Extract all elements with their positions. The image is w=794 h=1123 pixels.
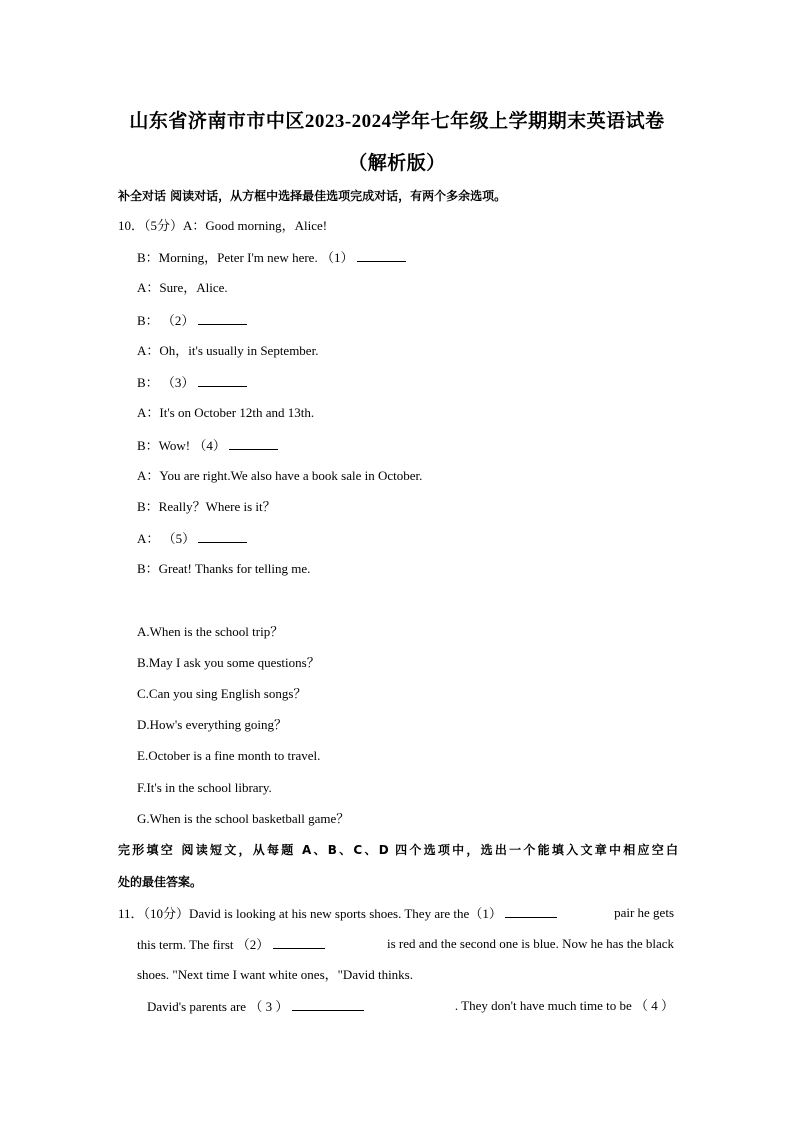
dialogue-text: Sure，Alice. — [159, 280, 228, 295]
dialogue-line-1 — [137, 248, 406, 267]
speaker: A： — [137, 343, 160, 358]
dialogue-text: Great! Thanks for telling me. — [158, 561, 311, 576]
question-11-line-2 — [137, 935, 674, 954]
option-b: B.May I ask you some questions？ — [137, 655, 320, 670]
cloze-blank-2[interactable] — [273, 935, 325, 949]
speaker: B： — [137, 561, 159, 576]
answer-blank-3[interactable] — [198, 373, 247, 387]
speaker: B： — [137, 375, 159, 390]
dialogue-line-4 — [137, 342, 318, 360]
dialogue-text: You are right.We also have a book sale in October. — [159, 468, 423, 483]
option-c: C.Can you sing English songs？ — [137, 686, 307, 701]
cloze-text: is red and the second one is blue. Now he has the black — [386, 936, 674, 951]
question-10-head: 10．（5分）A：Good morning，Alice! — [118, 218, 328, 233]
dialogue-text: （3） — [158, 375, 195, 390]
dialogue-line-2 — [137, 279, 228, 297]
option-d: D.How's everything going？ — [137, 717, 288, 732]
exam-title: 山东省济南市市中区2023-2024学年七年级上学期期末英语试卷 — [129, 111, 665, 132]
exam-subtitle: （解析版） — [348, 153, 446, 174]
dialogue-text: （5） — [159, 531, 196, 546]
dialogue-line-5 — [137, 373, 247, 392]
speaker: B： — [137, 438, 159, 453]
option-f: F.It's in the school library. — [137, 780, 272, 795]
cloze-text: . They don't have much time to be （ 4 ） — [454, 998, 674, 1013]
dialogue-text: Morning，Peter I'm new here. （1） — [158, 250, 354, 265]
question-11-line-1 — [118, 904, 674, 923]
speaker: A： — [137, 405, 160, 420]
dialogue-text: Wow! （4） — [158, 438, 226, 453]
dialogue-text: （2） — [158, 313, 195, 328]
option-a: A.When is the school trip？ — [137, 624, 284, 639]
dialogue-text: Oh，it's usually in September. — [159, 343, 319, 358]
speaker: A： — [137, 468, 160, 483]
cloze-blank-1[interactable] — [505, 904, 557, 918]
dialogue-line-6 — [137, 404, 314, 422]
dialogue-text: Really？Where is it？ — [158, 499, 276, 514]
cloze-text: David's parents are （ 3 ） — [147, 999, 289, 1014]
answer-blank-1[interactable] — [357, 248, 406, 262]
dialogue-line-9 — [137, 498, 276, 516]
cloze-text: this term. The first （2） — [137, 937, 270, 952]
answer-blank-5[interactable] — [198, 529, 247, 543]
dialogue-line-10 — [137, 529, 247, 548]
cloze-text: 11．（10分）David is looking at his new sports shoes. They are the（1） — [118, 906, 502, 921]
section-heading-cloze-line2: 处的最佳答案。 — [118, 875, 203, 889]
section-heading-dialogue: 补全对话 阅读对话，从方框中选择最佳选项完成对话，有两个多余选项。 — [118, 189, 507, 203]
answer-blank-4[interactable] — [229, 436, 278, 450]
question-11-line-4 — [147, 997, 674, 1016]
question-11-line-3: shoes. "Next time I want white ones，"David thinks. — [137, 967, 413, 982]
section-heading-cloze-line1: 完形填空 阅读短文，从每题 A、B、C、D 四个选项中，选出一个能填入文章中相应空白 — [118, 843, 678, 857]
dialogue-line-11 — [137, 560, 310, 578]
option-g: G.When is the school basketball game？ — [137, 811, 350, 826]
dialogue-line-8 — [137, 467, 422, 485]
speaker: B： — [137, 313, 159, 328]
speaker: B： — [137, 250, 159, 265]
cloze-blank-3[interactable] — [292, 997, 364, 1011]
speaker: A： — [137, 280, 160, 295]
option-e: E.October is a fine month to travel. — [137, 748, 321, 763]
cloze-text: pair he gets — [614, 905, 674, 920]
dialogue-text: It's on October 12th and 13th. — [159, 405, 315, 420]
dialogue-line-7 — [137, 436, 278, 455]
speaker: A： — [137, 531, 160, 546]
answer-blank-2[interactable] — [198, 311, 247, 325]
section-heading-cloze — [118, 834, 678, 898]
dialogue-line-3 — [137, 311, 247, 330]
speaker: B： — [137, 499, 159, 514]
